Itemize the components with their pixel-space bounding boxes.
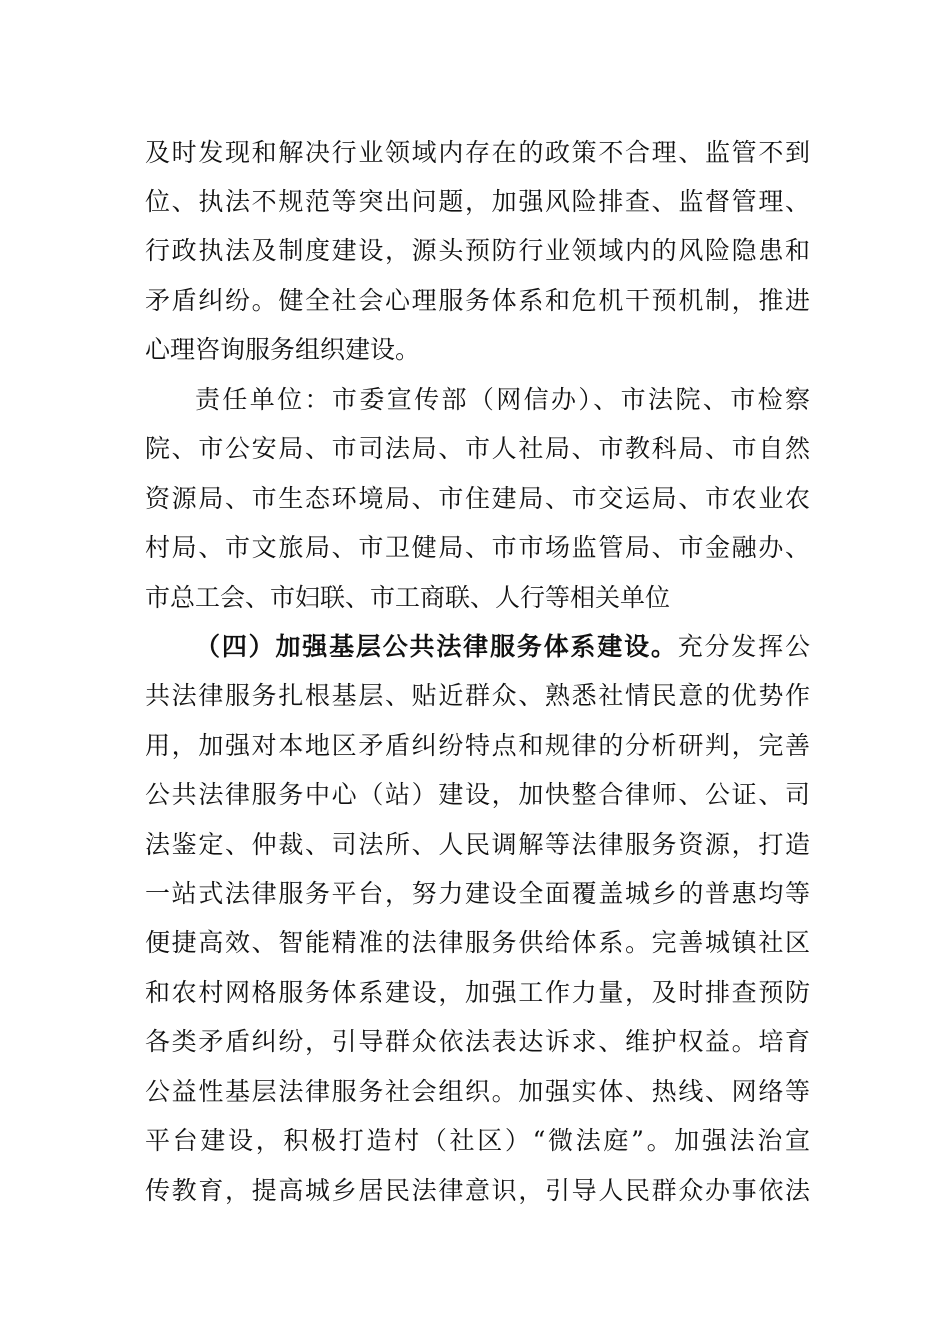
paragraph-3-line-1-text: 充分发挥公 (677, 632, 810, 661)
paragraph-2-line-1: 责任单位：市委宣传部（网信办）、市法院、市检察 (195, 385, 810, 414)
paragraph-3-line-11: 平台建设，积极打造村（社区）“微法庭”。加强法治宣 (145, 1126, 810, 1155)
paragraph-3-line-2: 共法律服务扎根基层、贴近群众、熟悉社情民意的优势作 (145, 681, 810, 710)
paragraph-1-line-1: 及时发现和解决行业领域内存在的政策不合理、监管不到 (145, 138, 810, 167)
paragraph-2-line-3: 资源局、市生态环境局、市住建局、市交运局、市农业农 (145, 484, 810, 513)
section-heading: （四）加强基层公共法律服务体系建设。 (195, 632, 678, 661)
paragraph-3-line-5: 法鉴定、仲裁、司法所、人民调解等法律服务资源，打造 (145, 830, 810, 859)
paragraph-2-line-4: 村局、市文旅局、市卫健局、市市场监管局、市金融办、 (145, 533, 810, 562)
paragraph-1-line-5: 心理咨询服务组织建设。 (145, 335, 421, 364)
paragraph-1-line-2: 位、执法不规范等突出问题，加强风险排查、监督管理、 (145, 187, 810, 216)
paragraph-3-line-9: 各类矛盾纠纷，引导群众依法表达诉求、维护权益。培育 (145, 1027, 810, 1056)
paragraph-3-line-12: 传教育，提高城乡居民法律意识，引导人民群众办事依法 (145, 1176, 810, 1205)
paragraph-3-line-3: 用，加强对本地区矛盾纠纷特点和规律的分析研判，完善 (145, 731, 810, 760)
paragraph-2-line-5: 市总工会、市妇联、市工商联、人行等相关单位 (145, 583, 671, 612)
paragraph-3-line-7: 便捷高效、智能精准的法律服务供给体系。完善城镇社区 (145, 928, 810, 957)
paragraph-1-line-4: 矛盾纠纷。健全社会心理服务体系和危机干预机制，推进 (145, 286, 810, 315)
paragraph-1-line-3: 行政执法及制度建设，源头预防行业领域内的风险隐患和 (145, 236, 810, 265)
paragraph-2-line-2: 院、市公安局、市司法局、市人社局、市教科局、市自然 (145, 434, 810, 463)
paragraph-3-line-6: 一站式法律服务平台，努力建设全面覆盖城乡的普惠均等 (145, 879, 810, 908)
paragraph-3-line-10: 公益性基层法律服务社会组织。加强实体、热线、网络等 (145, 1077, 810, 1106)
paragraph-3-line-1 (195, 627, 810, 667)
paragraph-3-line-4: 公共法律服务中心（站）建设，加快整合律师、公证、司 (145, 780, 810, 809)
paragraph-3-line-8: 和农村网格服务体系建设，加强工作力量，及时排查预防 (145, 978, 810, 1007)
